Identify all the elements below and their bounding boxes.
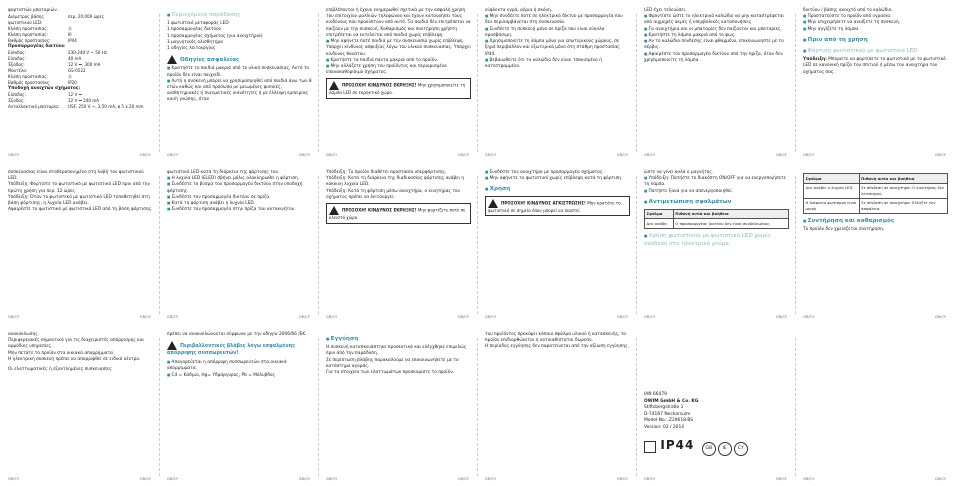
column-divider	[795, 338, 796, 476]
fault-table	[644, 209, 789, 229]
bullet-list	[803, 14, 948, 33]
heading-safety-label: Οδηγίες ασφαλείας	[180, 57, 240, 64]
column-divider	[636, 14, 637, 152]
table-row	[804, 183, 948, 198]
footer-left: GR/CY	[326, 314, 338, 319]
ip-rating: IP44	[660, 437, 695, 452]
column-charging	[0, 162, 159, 324]
bullet-list	[326, 39, 471, 76]
warning-title: ΠΡΟΣΟΧΗ! ΚΙΝΔΥΝΟΣ ΕΚΡΗΞΗΣ!	[342, 82, 417, 88]
country-badge: IE	[718, 442, 732, 456]
paragraph-bottom: Οι ελαττωματικές ή εξαντλημένες συσκευασίες	[8, 367, 112, 373]
footer-right: GR/CY	[934, 314, 946, 319]
table-row	[645, 219, 789, 229]
footer-right: GR/CY	[298, 314, 310, 319]
footer-right: GR/CY	[775, 476, 787, 481]
heading-troubleshooting	[644, 198, 789, 206]
list-item: ■ Απαγορεύεται η απόρριψη συσσωρευτών στα οικιακά απορρίμματα.	[167, 360, 312, 372]
spec-label: Είσοδος:	[8, 50, 26, 56]
list-item: ■ Τα ανοιχτήρια και οι μπαταρίες δεν παίζονται και μπαταρίες.	[644, 27, 789, 33]
column-safety-cont	[318, 0, 477, 162]
spec-value: 12 V ⎓ 240 mA	[68, 97, 100, 103]
column-safety-4	[636, 0, 795, 162]
footer-left: GR/CY	[8, 476, 20, 481]
footer-left: GR/CY	[485, 476, 497, 481]
line-list	[485, 332, 630, 351]
footer-left: GR/CY	[803, 476, 815, 481]
table-cell: Δεν ανάβει	[645, 219, 674, 229]
column-divider	[318, 338, 319, 476]
list-item: Υπόδειξη: Φορτίστε το φωτιστικό με φωτιστικό LED πριν από την πρώτη χρήση για περ. 12 ώρες.	[8, 182, 150, 194]
list-item: ■ Πατήστε ξανά για να απενεργοποιηθεί.	[644, 189, 789, 195]
list-item: ■ Φροντίστε ώστε το ηλεκτρικό καλώδιο να μην καταστρέφεται από αιχμηρές ακμές ή υπερβολικές καταπονήσεις.	[644, 14, 789, 26]
list-item: ■ Συνδέστε τον ανοιχτήρα με προσαρμογέα σχήματος.	[485, 170, 630, 176]
table-cell: Σε σύνδεση σε ανοιχτήρα: Ελέγξτε την ασφάλεια.	[859, 198, 947, 213]
footer-right: GR/CY	[139, 314, 151, 319]
mark-row	[644, 436, 789, 456]
footer-right: GR/CY	[934, 476, 946, 481]
warning-icon	[329, 206, 339, 215]
spec-value: Ⓡ	[68, 73, 73, 79]
warning-text: Μην χρησιμοποιείτε τη λάμπα LED σε εκρηκτικό χώρο.	[329, 82, 466, 96]
spec-value: περ. 20.000 ώρες	[68, 14, 105, 20]
heading-before-use-label: Πριν από τη χρήση	[807, 36, 868, 43]
spec-label: Έξοδος:	[8, 97, 25, 103]
hook-warning	[485, 196, 630, 217]
footer-right: GR/CY	[775, 314, 787, 319]
column-divider	[318, 176, 319, 314]
column-safety-3	[477, 0, 636, 162]
spec-value: 40 mA	[68, 55, 82, 61]
list-item: ■ Μην συνδέετε ποτέ σε ηλεκτρικό δίκτυο με προσαρμογέα που δεν περιλαμβάνεται στη συσκευασία.	[485, 14, 630, 26]
footer-left: GR/CY	[167, 476, 179, 481]
note	[803, 57, 948, 76]
spec-value: USF, 250 V ~, 3,50 mA, ø 5 x 20 mm	[68, 103, 144, 109]
battery-title: Υποδοχή ανοιχτών σχήματος:	[8, 85, 81, 91]
heading-troubleshooting-label: Αντιμετώπιση σφαλμάτων	[648, 198, 732, 205]
warning-text: Μην φορτίζετε ποτέ σε κλειστό χώρο.	[329, 207, 466, 221]
spec-value: 12 V ⎓	[68, 91, 82, 97]
footer-right: GR/CY	[457, 152, 469, 157]
note-label: Υπόδειξη:	[803, 57, 827, 63]
country-badge: GB	[702, 442, 716, 456]
page-row-1	[0, 0, 954, 162]
footer-right: GR/CY	[616, 476, 628, 481]
list-item: Σε περίπτωση βλάβης παρακαλούμε να επικοινωνήσετε με το κατάστημα αγοράς.	[326, 357, 459, 369]
paragraph: Υπόδειξη: Το προϊόν διαθέτει προστασία υπερφόρτισης.	[326, 170, 447, 175]
table-cell: Σε σύνδεση σε ανοιχτήρα: Ο κινητήρας δεν λειτουργεί.	[859, 183, 947, 198]
footer-left: GR/CY	[326, 476, 338, 481]
spec-label: Είσοδος:	[8, 55, 26, 61]
list-item: Η συσκευή κατασκευάστηκε προσεκτικά και ελέγχθηκε επιμελώς πριν από την παράδοση.	[326, 345, 467, 357]
warning-text: Μην κρατάτε το φωτιστικό σε σημείο όπου μπορεί να πιαστεί.	[488, 200, 621, 213]
list-item: ■ Κατά τη φόρτιση ανάβει η λυχνία LED.	[167, 201, 312, 207]
table-header-row	[804, 174, 948, 184]
heading-charge-label: Φόρτιση φωτιστικού με φωτιστικό LED	[807, 47, 918, 54]
care-text: Το προϊόν δεν χρειάζεται συντήρηση.	[803, 226, 885, 232]
spec-value: GS-0522	[68, 67, 86, 73]
spec-list-c	[8, 92, 153, 110]
manufacturer-block	[644, 392, 789, 456]
footer-right: GR/CY	[934, 152, 946, 157]
page-row-2	[0, 162, 954, 324]
footer-left: GR/CY	[326, 152, 338, 157]
ian: IAN 66479	[644, 392, 667, 397]
list-item: του προϊόντος προκύψει κάποιο σφάλμα υλικού ή κατασκευής, το προϊόν επιδιορθώνεται ή αντικαθίσταται δωρεάν.	[485, 332, 627, 344]
spec-label: Έξοδος:	[8, 61, 25, 67]
address-line-2: D-74167 Neckarsulm	[644, 411, 691, 417]
footer-right: GR/CY	[775, 152, 787, 157]
paragraph: LED έχει τελειώσει.	[644, 8, 687, 13]
footer-right: GR/CY	[457, 314, 469, 319]
list-item: Υπόδειξη: Όταν το φωτιστικό με φωτιστικό LED τοποθετηθεί στη βάση φόρτισης, η λυχνία LED ανάβει.	[8, 194, 150, 207]
table-cell: Ο προσαρμογέας δικτύου δεν είναι συνδεδεμένος.	[673, 219, 788, 229]
table-header-cell: Σφάλμα	[804, 174, 860, 184]
line-list	[8, 182, 153, 213]
list-item: ■ Μην αγγίζετε τη λάμπα.	[803, 27, 948, 33]
footer-left: GR/CY	[803, 152, 815, 157]
warning-icon	[488, 199, 498, 208]
explosion-warning	[326, 203, 471, 224]
heading-charge2	[644, 232, 789, 248]
paragraph: επιβλέπονται ή έχουν ενημερωθεί σχετικά με την ασφαλή χρήση του επιτοιχίου μαλλιών τηλεφώνου και έχουν κατανοήσει τους κινδύνους που προκύπτουν από αυτό. Τα παιδιά δεν επιτρέπεται να παίζουν με την συσκευή. Καθαρισμός και συντήρηση χρήστη επιτρέπεται να εκτελείται από παιδιά χωρίς επίβλεψη.	[326, 8, 471, 38]
paragraph: συσκευασίας είναι σταθεροποιημένο στη λαβή του φωτιστικού LED.	[8, 170, 144, 182]
column-divider	[159, 176, 160, 314]
column-divider	[159, 338, 160, 476]
spec-value: IP44	[68, 37, 77, 43]
footer-right: GR/CY	[616, 152, 628, 157]
list-item: ■ Μην επιχειρήσετε να ανοίξετε τη συσκευή.	[803, 20, 948, 26]
heading-safety	[167, 55, 312, 64]
footer-right: GR/CY	[139, 476, 151, 481]
column-contents-safety	[159, 0, 318, 162]
line-list	[644, 176, 789, 195]
model-number: Model-No.: Z29618-BS	[644, 418, 694, 424]
column-divider	[159, 14, 160, 152]
paragraph: δικτύου / βάσης ανοιχτό από το καλώδιο.	[803, 8, 893, 13]
warning-icon	[329, 81, 339, 90]
column-warranty-2	[477, 324, 636, 486]
spec-label: Ανταλλακτικό μπαταρία:	[8, 103, 60, 109]
list-item: ■ Μην αφήνετε ποτέ παιδιά με την συσκευασία χωρίς επίβλεψη. Υπάρχει κίνδυνος ασφυξίας λόγω του υλικού συσκευασίας. Υπάρχει κίνδυνος θανάτου.	[326, 39, 471, 58]
column-charging-3	[318, 162, 477, 324]
list-item: Περιφερειακές σημαντικά για τις διαχειριστές απόρρισμης και αρμόδιες υπηρεσίες.	[8, 338, 145, 350]
footer-left: GR/CY	[8, 152, 20, 157]
table-row	[804, 198, 948, 213]
bullet-list	[485, 14, 630, 70]
footer-left: GR/CY	[485, 152, 497, 157]
paragraph: ώστε να γίνει καλά ο μαγνήτης.	[644, 170, 714, 175]
heading-env-label: Περιβαλλοντικές βλάβες λόγω εσφαλμένης απόρριψης συσσωρευτών!	[167, 344, 295, 357]
list-item: ■ Cd = Κάδμιο, Hg= Υδράργυρος, Pb = Μόλυβδος	[167, 373, 312, 379]
table-cell: Η διάρκεια φωτισμού είναι μικρή	[804, 198, 860, 213]
list-item: ■ Κρατήστε το παιδιά μακριά από το υλικό συσκευασίας. Αυτό το προϊόν δεν είναι παιχνίδι.	[167, 66, 312, 78]
spec-label: Κλάση προστασίας:	[8, 73, 49, 79]
list-item: ■ Η λυχνία LED (ELED) σβήνει μόλις ολοκληρωθεί η φόρτιση.	[167, 176, 312, 182]
list-item: 1 μαγνητικός ολισθητήρα	[167, 39, 223, 45]
column-before-use	[795, 0, 954, 162]
spec-value: IP20	[68, 79, 77, 85]
warning-icon	[167, 55, 177, 64]
table-cell: Δεν ανάβει η λυχνία LED	[804, 183, 860, 198]
line-list	[8, 338, 153, 363]
column-technical-data	[0, 0, 159, 162]
list-item: ■ Συνδέστε τον προσαρμογέα δικτύου σε πρίζα.	[167, 195, 312, 201]
table-header-row	[645, 209, 789, 219]
country-badges	[702, 446, 750, 451]
paragraph: πρέπει να ανακυκλώνονται σύμφωνα με την οδηγία 2006/66 /ΕΚ.	[167, 332, 307, 337]
ce-mark-icon	[644, 441, 656, 453]
column-care	[795, 162, 954, 324]
spec-value: Ⓡ	[68, 26, 73, 32]
paragraph: εύφλεκτα υγρά, αέρια ή σκόνη.	[485, 8, 553, 13]
spec-label: Κλάση προστασίας:	[8, 31, 49, 37]
list-item: ■ Αφαιρέστε τον προσαρμογέα δικτύου από την πρίζα, όταν δεν χρησιμοποιείτε τη λάμπα.	[644, 52, 789, 64]
column-divider	[477, 176, 478, 314]
column-divider	[795, 14, 796, 152]
list-item: Υπόδειξη: Κατά τη φόρτιση μέσω ανοιχτήρα, ο κινητήρας του οχήματος πρέπει να λειτουργεί.	[326, 188, 461, 200]
spec-label: Είσοδος:	[8, 91, 26, 97]
column-battery-disposal	[159, 324, 318, 486]
spec-label: Κλάση προστασίας:	[8, 26, 49, 32]
adapter-title: Προσαρμογέας δικτύου	[8, 43, 65, 49]
line-list	[326, 176, 471, 201]
column-use	[477, 162, 636, 324]
heading-warranty	[326, 335, 471, 343]
table-header-cell: Πιθανή αιτία και βοήθεια	[859, 174, 947, 184]
footer-right: GR/CY	[457, 476, 469, 481]
spec-label: Βαθμός προστασίας:	[8, 79, 51, 85]
version: Version: 02 / 2014	[644, 425, 685, 431]
heading-contents	[167, 11, 312, 19]
footer-left: GR/CY	[485, 314, 497, 319]
list-item: 1 προσαρμογέας δικτύου	[167, 27, 222, 33]
company-name: OWIM GmbH & Co. KG	[644, 398, 699, 404]
line-list	[326, 345, 471, 376]
spec-label: Βαθμός προστασίας:	[8, 37, 51, 43]
footer-left: GR/CY	[644, 476, 656, 481]
column-divider	[795, 176, 796, 314]
list-item: ■ Μην αλλάζετε χρήση του προϊόντος και περιορισμένο επανακαθορίσιμο σχήματος.	[326, 64, 471, 76]
heading-before-use	[803, 36, 948, 44]
spec-value: III	[68, 31, 72, 37]
spec-label: Μοντέλο:	[8, 67, 28, 73]
footer-right: GR/CY	[616, 314, 628, 319]
column-manufacturer	[636, 324, 795, 486]
list-item: ■ Μην αφήνετε το φωτιστικό χωρίς επίβλεψη κατά τη φόρτιση.	[485, 176, 630, 182]
line-list	[167, 176, 312, 213]
footer-right: GR/CY	[139, 152, 151, 157]
column-divider	[318, 14, 319, 152]
list-item: 1 προσαρμογέας σχήματος (για ανοιχτήρια)	[167, 33, 263, 39]
list-item: 1 φωτιστικό μεταφοράς LED	[167, 21, 229, 27]
safety-list	[167, 66, 312, 103]
intro-text: φορτιστών μπαταριών.	[8, 8, 59, 13]
heading-care	[803, 217, 948, 225]
list-item: ■ Συνδέετε τη συσκευή μόνο σε πρίζα που είναι εύκολα προσβάσιμη.	[485, 27, 630, 39]
footer-right: GR/CY	[298, 152, 310, 157]
list-item: Η ηλεκτρική συσκευή πρέπει να απορριφθεί σε ειδικό κέντρο.	[8, 356, 141, 362]
list-item: Υπόδειξη: Κατά τη διάρκεια της διαδικασίας φόρτισης ανάβει η κόκκινη λυχνία LED.	[326, 176, 465, 188]
heading-use	[485, 185, 630, 193]
list-item: ■ Συνδέστε το βύσμα του προσαρμογέα δικτύου στην υποδοχή φόρτισης.	[167, 182, 312, 194]
list-item: Για τα στοιχεία των ελαττωμάτων προσκομίστε το προϊόν.	[326, 369, 455, 375]
heading-contents-label: Περιεχόμενα παράδοσης	[171, 12, 241, 18]
footer-left: GR/CY	[644, 314, 656, 319]
table-header-cell: Σφάλμα	[645, 209, 674, 219]
warning-icon	[167, 341, 177, 350]
footer-left: GR/CY	[167, 314, 179, 319]
spec-value: 230-240 V ~ 50 Hz	[68, 50, 107, 56]
line-list	[167, 360, 312, 379]
column-charging-2	[159, 162, 318, 324]
line-list	[485, 170, 630, 182]
contents-list	[167, 21, 312, 52]
column-divider	[477, 338, 478, 476]
list-item: ■ Κρατήστε τη λάμπα μακριά από το φως.	[644, 33, 789, 39]
footer-left: GR/CY	[803, 314, 815, 319]
spec-list-a	[8, 14, 153, 44]
page-row-3	[0, 324, 954, 486]
bullet-list	[644, 14, 789, 64]
list-item: ■ Προστατεύστε το προϊόν από υγρασία.	[803, 14, 948, 20]
list-item: Μην πετάτε το προϊόν στα οικιακά απορρίμματα.	[8, 350, 115, 356]
heading-use-label: Χρήση	[489, 186, 511, 193]
heading-charge	[803, 47, 948, 55]
column-troubleshooting	[636, 162, 795, 324]
column-divider	[636, 338, 637, 476]
list-item: ■ Συνδέστε τον προσαρμογέα στην πρίζα του αυτοκινήτου.	[167, 207, 312, 213]
warning-title: ΠΡΟΣΟΧΗ! ΚΙΝΔΥΝΟΣ ΑΓΚΙΣΤΡΩΣΗΣ!	[501, 200, 586, 206]
explosion-warning	[326, 78, 471, 99]
list-item: ■ Κρατήστε τα παιδιά πάντα μακριά από το προϊόν.	[326, 58, 471, 64]
list-item: ■ Αυτή η συσκευή μπορεί να χρησιμοποιηθεί από παιδιά άνω των 8 ετών καθώς και από πρόσωπα με μειωμένες φυσικές, αισθητηριακές ή πνευματικές ικανότητες ή με έλλειψη εμπειρίας και/ή γνώσης, όταν	[167, 79, 312, 104]
spec-list-b	[8, 50, 153, 86]
heading-charge2-label: Χρήση φωτιστικού με φωτιστικό LED χωρίς σύνδεση στο ηλεκτρικό ρεύμα	[644, 232, 772, 248]
paragraph: φωτιστικό LED κατά τη διάρκεια της φόρτισης του.	[167, 170, 280, 175]
heading-env	[167, 341, 312, 358]
footer-left: GR/CY	[8, 314, 20, 319]
warning-title: ΠΡΟΣΟΧΗ! ΚΙΝΔΥΝΟΣ ΕΚΡΗΞΗΣ!	[342, 207, 417, 213]
column-disposal	[0, 324, 159, 486]
address-line-1: Stiftsbergstraße 1	[644, 405, 684, 411]
paragraph: ανακύκλωσης.	[8, 332, 40, 337]
country-badge: CY	[734, 442, 748, 456]
list-item: ■ Υπόδειξη: Πατήστε το διακόπτη ON/OFF για να ενεργοποιήσετε τη λάμπα.	[644, 176, 789, 188]
list-item: ■ Χρησιμοποιείτε τη λάμπα μόνο για εσωτερικούς χώρους, σε ξηρό περιβάλλον και εξωτερικά μόνο στη στάθμη προστασίας IP44.	[485, 39, 630, 58]
column-empty	[795, 324, 954, 486]
spec-label: Διάμετρος βάσης φωτιστικού LED:	[8, 14, 44, 26]
list-item: ■ Βεβαιωθείτε ότι το καλώδιο δεν είναι τσακισμένο ή κατεστραμμένο.	[485, 58, 630, 70]
table-header-cell: Πιθανή αιτία και βοήθεια	[673, 209, 788, 219]
footer-left: GR/CY	[644, 152, 656, 157]
note-text: Μπορείτε να φορτίσετε το φωτιστικό με το φωτιστικό LED σε κανονική πρίζα του σπιτιού ή μέσω του ανοιχτήρα του οχήματος σας.	[803, 57, 946, 75]
footer-left: GR/CY	[167, 152, 179, 157]
heading-warranty-label: Εγγύηση	[330, 336, 359, 342]
column-warranty	[318, 324, 477, 486]
list-item: 1 οδηγίες λειτουργίας	[167, 45, 216, 51]
list-item: Αφαιρέστε το φωτιστικό με φωτιστικό LED από τη βάση φόρτισης.	[8, 207, 153, 213]
heading-care-label: Συντήρηση και καθαρισμός	[807, 217, 895, 224]
fault-table	[803, 173, 948, 214]
list-item: ■ Αν το καλώδιο σύνδεσης είναι φθαρμένο, επικοινωνήστε με το σέρβις.	[644, 39, 789, 51]
column-divider	[477, 14, 478, 152]
spec-value: 12 V ⎓, 300 mA	[68, 61, 101, 67]
column-divider	[636, 176, 637, 314]
footer-right: GR/CY	[298, 476, 310, 481]
list-item: Η περίοδος εγγύησης δεν παρατείνεται από την αξίωση εγγύησης.	[485, 344, 629, 350]
